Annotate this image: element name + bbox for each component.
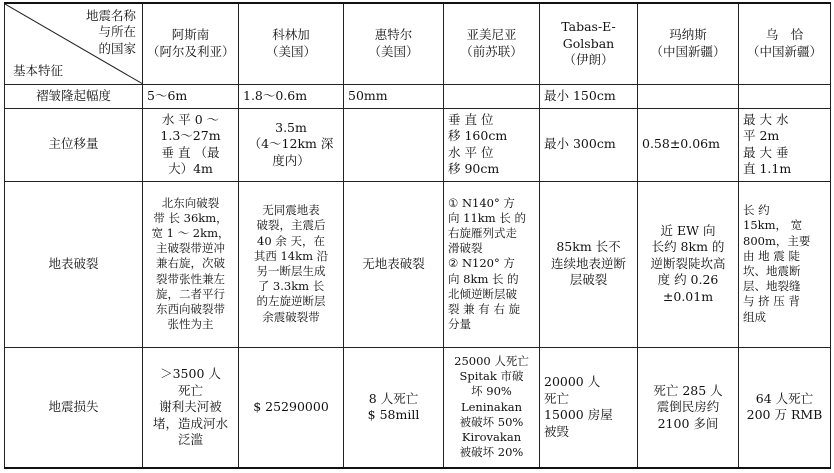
cell-displacement-4: 垂 直 位 移 160cm 水 平 位 移 90cm [444, 108, 540, 181]
header-quake-7: 乌 恰 （中国新疆） [739, 3, 831, 84]
row-label-surface-rupture: 地表破裂 [5, 181, 143, 347]
row-surface-rupture [5, 181, 831, 347]
cell-rupture-2: 无同震地表 破裂，主震后 40 余 天，在 其西 14km 沿 另一断层生成 了 3.3km 长 的左旋逆断层 余震破裂带 [239, 181, 344, 347]
header-quake-4: 亚美尼亚 （前苏联） [444, 3, 540, 84]
row-fold-uplift [5, 84, 831, 108]
header-corner-cell [5, 3, 143, 84]
cell-rupture-1: 北东向破裂 带 长 36km， 宽 1 ～ 2km， 主破裂带逆冲 兼右旋，次破 裂带张性兼左 旋，二者平行 东西向破裂带 张性为主 [143, 181, 239, 347]
cell-fold-uplift-2: 1.8～0.6m [239, 84, 344, 108]
cell-displacement-5: 最小 300cm [540, 108, 638, 181]
header-quake-6: 玛纳斯 （中国新疆） [638, 3, 739, 84]
cell-rupture-7: 长 约 15km， 宽 800m，主要 由 地 震 陡 坎、地震断 层、地裂缝 与 挤 压 背 组成 [739, 181, 831, 347]
row-label-earthquake-loss: 地震损失 [5, 347, 143, 468]
cell-loss-5: 20000 人 死亡 15000 房屋 被毁 [540, 347, 638, 468]
cell-fold-uplift-5: 最小 150cm [540, 84, 638, 108]
cell-loss-3: 8 人死亡 $ 58mill [344, 347, 444, 468]
row-earthquake-loss [5, 347, 831, 468]
header-row [5, 3, 831, 84]
cell-fold-uplift-6 [638, 84, 739, 108]
cell-rupture-4: ① N140° 方 向 11km 长 的 右旋雁列式走 滑破裂 ② N120° 方 向 8km 长 的 北倾逆断层破 裂 兼 有 右 旋 分量 [444, 181, 540, 347]
header-quake-5: Tabas-E- Golsban （伊朗） [540, 3, 638, 84]
cell-loss-4: 25000 人死亡 Spitak 市破 坏 90% Leninakan 被破坏 50% Kirovakan 被破坏 20% [444, 347, 540, 468]
earthquake-features-table [4, 2, 831, 469]
cell-loss-6: 死亡 285 人 震倒民房约 2100 多间 [638, 347, 739, 468]
cell-loss-2: $ 25290000 [239, 347, 344, 468]
cell-fold-uplift-7 [739, 84, 831, 108]
row-label-fold-uplift: 褶皱隆起幅度 [5, 84, 143, 108]
row-main-displacement [5, 108, 831, 181]
cell-displacement-3 [344, 108, 444, 181]
cell-fold-uplift-1: 5～6m [143, 84, 239, 108]
cell-fold-uplift-3: 50mm [344, 84, 444, 108]
cell-rupture-5: 85km 长不 连续地表逆断 层破裂 [540, 181, 638, 347]
cell-loss-7: 64 人死亡 200 万 RMB [739, 347, 831, 468]
cell-displacement-6: 0.58±0.06m [638, 108, 739, 181]
cell-rupture-3: 无地表破裂 [344, 181, 444, 347]
header-quake-2: 科林加 （美国） [239, 3, 344, 84]
cell-displacement-7: 最 大 水 平 2m 最 大 垂 直 1.1m [739, 108, 831, 181]
corner-label-quake-country: 地震名称 与所在 的国家 [85, 8, 136, 56]
cell-displacement-2: 3.5m （4～12km 深 度内） [239, 108, 344, 181]
cell-displacement-1: 水 平 0 ～ 1.3～27m 垂 直 （最 大）4m [143, 108, 239, 181]
cell-loss-1: ＞3500 人 死亡 谢利夫河被 堵，造成河水 泛滥 [143, 347, 239, 468]
row-label-main-displacement: 主位移量 [5, 108, 143, 181]
cell-fold-uplift-4 [444, 84, 540, 108]
header-quake-3: 惠特尔 （美国） [344, 3, 444, 84]
header-quake-1: 阿斯南 （阿尔及利亚） [143, 3, 239, 84]
corner-label-basic-features: 基本特征 [13, 63, 64, 78]
cell-rupture-6: 近 EW 向 长约 8km 的 逆断裂陡坎高 度 约 0.26 ±0.01m [638, 181, 739, 347]
